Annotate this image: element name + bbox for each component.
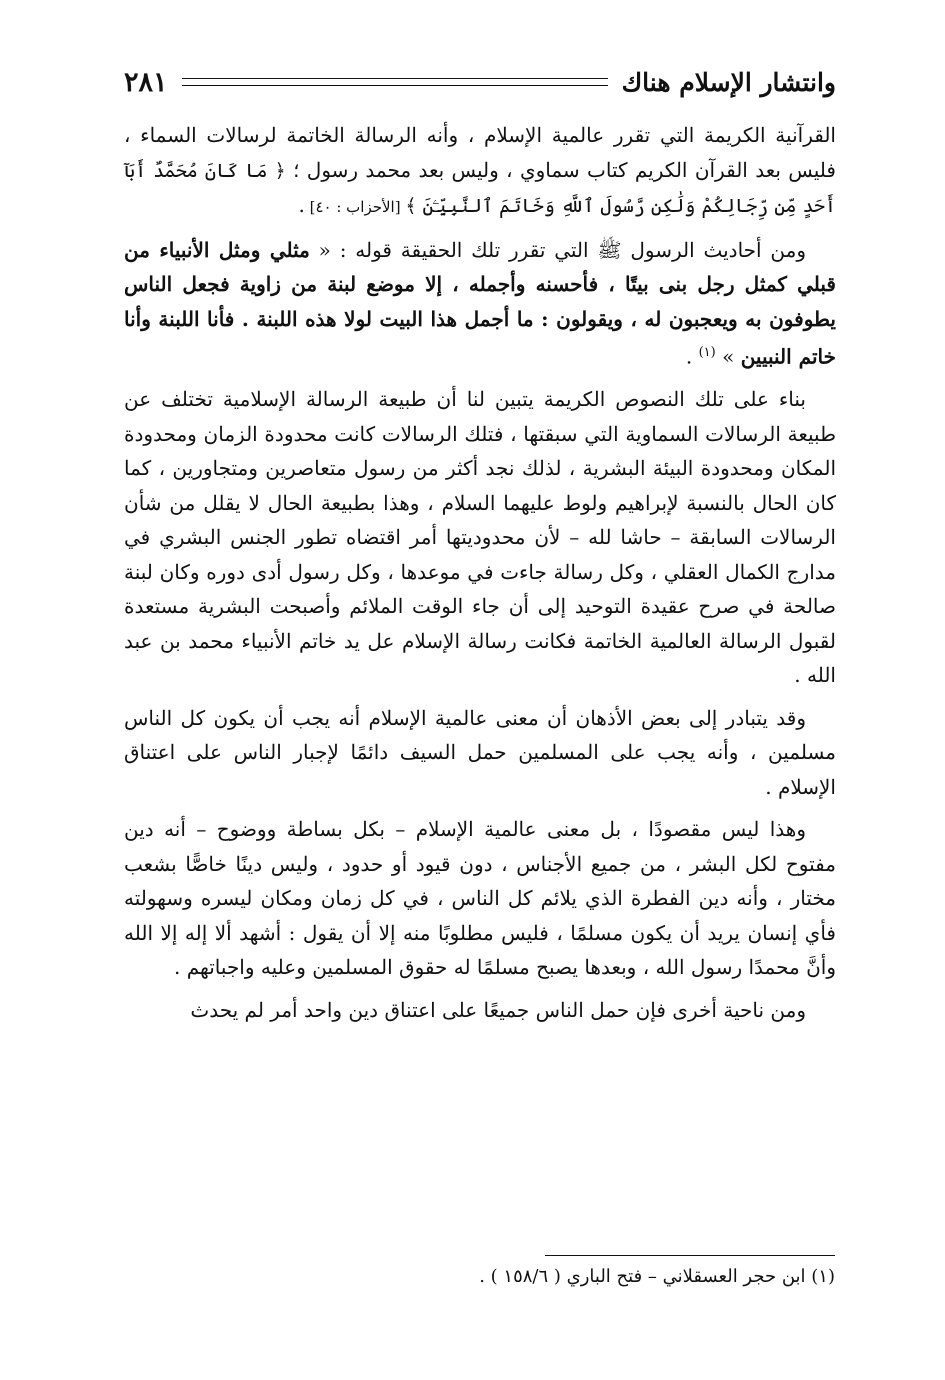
paragraph-2 xyxy=(124,233,836,375)
page-header xyxy=(124,60,836,104)
footnote-divider xyxy=(545,1255,835,1256)
paragraph-2-intro: ومن أحاديث الرسول ﷺ التي تقرر تلك الحقيقة قوله : « xyxy=(309,237,806,262)
paragraph-6: ومن ناحية أخرى فإن حمل الناس جميعًا على اعتناق دين واحد أمر لم يحدث xyxy=(190,997,806,1022)
quote-close: » xyxy=(715,344,741,369)
paragraph-5: وهذا ليس مقصودًا ، بل معنى عالمية الإسلام – بكل بساطة ووضوح – أنه دين مفتوح لكل البشر ، من جميع الأجناس ، دون قيود أو حدود ، وليس دينًا خاصًّا بشعب مختار ، وأنه دين الفطرة الذي يلائم كل الناس ، في كل زمان ومكان ليسره وسهولته فأي إنسان يريد أن يكون مسلمًا ، فليس مطلوبًا منه إلا أن يقول : أشهد ألا إله إلا الله وأنَّ محمدًا رسول الله ، وبعدها يصبح مسلمًا له حقوق المسلمين وعليه واجباتهم . xyxy=(124,817,836,980)
footnote-marker: (١) xyxy=(698,345,716,360)
quran-verse: ﴿ مَا كَانَ مُحَمَّدٌ أَبَآ أَحَدٍ مِّن رِّجَالِكُمْ وَلَٰكِن رَّسُولَ ٱللَّهِ وَخَاتَمَ ٱلنَّبِيِّـۧنَ ﴾ xyxy=(124,159,836,217)
footnote: (١) ابن حجر العسقلاني – فتح الباري ( ١٥٨/٦ ) . xyxy=(479,1266,835,1287)
paragraph-4: وقد يتبادر إلى بعض الأذهان أن معنى عالمية الإسلام أنه يجب أن يكون كل الناس مسلمين ، وأنه يجب على المسلمين حمل السيف دائمًا لإجبار الناس على اعتناق الإسلام . xyxy=(124,705,836,799)
page-number: ٢٨١ xyxy=(124,66,168,98)
paragraph-3: بناء على تلك النصوص الكريمة يتبين لنا أن طبيعة الرسالة الإسلامية تختلف عن طبيعة الرسالات السماوية التي سبقتها ، فتلك الرسالات كانت محدودة الزمان ومحدودة المكان ومحدودة البيئة البشرية ، لذلك نجد أكثر من رسول متعاصرين ومتجاورين ، كما كان الحال بالنسبة لإبراهيم ولوط عليهما السلام ، وهذا بطبيعة الحال لا يقلل من شأن الرسالات السابقة – حاشا لله – لأن محدوديتها أمر اقتضاه تطور الجنس البشري في مدارج الكمال العقلي ، وكل رسالة جاءت في موعدها ، وكل رسول أدى دوره وكان لبنة صالحة في صرح عقيدة التوحيد إلى أن جاء الوقت الملائم وأصبحت البشرية مستعدة لقبول الرسالة العالمية الخاتمة فكانت رسالة الإسلام عل يد خاتم الأنبياء محمد بن عبد الله . xyxy=(124,387,836,688)
page-body xyxy=(124,118,836,1035)
paragraph-1 xyxy=(124,118,836,225)
paragraph-2-end: . xyxy=(685,344,699,369)
running-title: وانتشار الإسلام هناك xyxy=(621,67,836,97)
verse-reference: [الأحزاب : ٤٠] xyxy=(304,198,406,216)
paragraph-1-end: . xyxy=(298,193,305,217)
header-double-rule xyxy=(182,78,608,86)
paragraph-1-text: القرآنية الكريمة التي تقرر عالمية الإسلام ، وأنه الرسالة الخاتمة لرسالات السماء ، فليس بعد القرآن الكريم كتاب سماوي ، وليس بعد محمد رسول ؛ xyxy=(124,123,836,182)
hadith-text: مثلي ومثل الأنبياء من قبلي كمثل رجل بنى بيتًا ، فأحسنه وأجمله ، إلا موضع لبنة من زاوية فجعل الناس يطوفون به ويعجبون له ، ويقولون : ما أجمل هذا البيت لولا هذه اللبنة . فأنا اللبنة وأنا خاتم النبيين xyxy=(124,237,836,369)
